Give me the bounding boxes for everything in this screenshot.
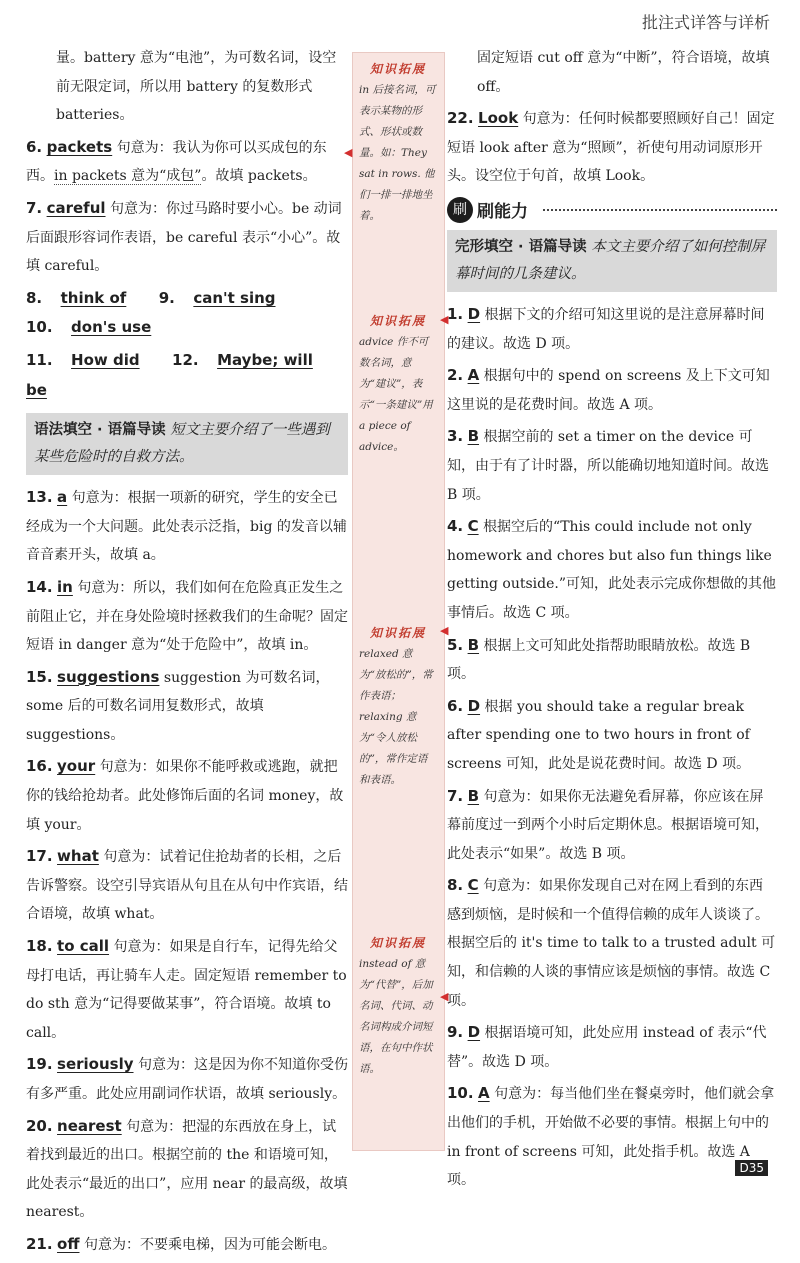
answer-item-17: 17. what 句意为：试着记住抢劫者的长相，之后告诉警察。设空引导宾语从句且在从句中作宾语，结合语境，故填 what。 xyxy=(26,847,348,923)
answer-item-6: 6. packets 句意为：我认为你可以买成包的东西。in packets 意为“成包”。故填 packets。 xyxy=(26,137,327,185)
section-header xyxy=(447,195,777,225)
answer-item-c10: 10. A 句意为：每当他们坐在餐桌旁时，他们就会拿出他们的手机，开始做不必要的事情。根据上句中的 in front of screens 可知，此处指手机。故选 A 项。 xyxy=(447,1084,775,1189)
answer-row-11-12: 11. How did 12. Maybe; will be xyxy=(26,350,313,399)
dotted-divider xyxy=(543,209,777,211)
right-column-top xyxy=(447,44,777,194)
answer-item-c2: 2. A 根据句中的 spend on screens 及上下文可知这里说的是花费时间。故选 A 项。 xyxy=(447,366,770,413)
page-header: 批注式详答与详析 xyxy=(641,13,770,32)
continued-paragraph: 固定短语 cut off 意为“中断”，符合语境，故填 off。 xyxy=(477,50,770,95)
answer-item-c7: 7. B 句意为：如果你无法避免看屏幕，你应该在屏幕前度过一到两个小时后定期休息。根据语境可知，此处表示“如果”。故选 B 项。 xyxy=(447,786,769,862)
arrow-right-icon: ◀ xyxy=(440,624,449,637)
page-number: D35 xyxy=(735,1160,768,1176)
answer-item-7: 7. careful 句意为：你过马路时要小心。be 动词后面跟形容词作表语，be careful 表示“小心”。故填 careful。 xyxy=(26,198,342,275)
notes-sidebar xyxy=(352,52,445,1151)
answer-item-18: 18. to call 句意为：如果是自行车，记得先给父母打电话，再让骑车人走。固定短语 remember to do sth 意为“记得要做某事”，符合语境。故填 to call。 xyxy=(26,937,347,1041)
answer-item-c6: 6. D 根据 you should take a regular break after spending one to two hours in front of screens 可知，此处是说花费时间。故选 D 项。 xyxy=(447,696,751,772)
left-column xyxy=(26,44,348,1263)
knowledge-note-3: 知识拓展 relaxed 意为“放松的”，常作表语；relaxing 意为“令人放松的”，常作定语和表语。 xyxy=(359,626,433,786)
knowledge-note-1: 知识拓展 in 后接名词，可表示某物的形式、形状或数量。如：They sat in rows. 他们一排一排地坐着。 xyxy=(359,62,436,222)
answer-item-14: 14. in 句意为：所以，我们如何在危险真正发生之前阻止它，并在身处险境时拯救我们的生命呢？固定短语 in danger 意为“处于危险中”，故填 in。 xyxy=(26,577,348,654)
answer-item-16: 16. your 句意为：如果你不能呼救或逃跑，就把你的钱给抢劫者。此处修饰后面的名词 money，故填 your。 xyxy=(26,757,344,833)
answer-row-8-10: 8. think of 9. can't sing 10. don's use xyxy=(26,288,276,337)
answer-item-c4: 4. C 根据空后的“This could include not only homework and chores but also fun things like getting outside.”可知，此处表示完成你想做的其他事情后。故选 C 项。 xyxy=(447,517,776,621)
section-guide: 完形填空 · 语篇导读 本文主要介绍了如何控制屏幕时间的几条建议。 xyxy=(447,230,777,292)
answer-item-c1: 1. D 根据下文的介绍可知这里说的是注意屏幕时间的建议。故选 D 项。 xyxy=(447,305,765,352)
answer-item-20: 20. nearest 句意为：把湿的东西放在身上，试着找到最近的出口。根据空前的 the 和语境可知，此处表示“最近的出口”，应用 near 的最高级，故填 nearest。 xyxy=(26,1116,348,1221)
section-title: 刷能力 xyxy=(477,202,528,222)
answer-word: packets xyxy=(46,137,113,156)
answer-item-c5: 5. B 根据上文可知此处指帮助眼睛放松。故选 B 项。 xyxy=(447,635,751,683)
knowledge-note-2: 知识拓展 advice 作不可数名词，意为“建议”，表示“一条建议”用 a piece of advice。 xyxy=(359,314,433,453)
right-column-bottom xyxy=(447,230,777,1198)
answer-item-15: 15. suggestions suggestion 为可数名词，some 后的可数名词用复数形式，故填 suggestions。 xyxy=(26,667,330,743)
answer-item-21: 21. off 句意为：不要乘电梯，因为可能会断电。 xyxy=(26,1234,336,1253)
continued-paragraph: 量。battery 意为“电池”，为可数名词，设空前无限定词，所以用 battery 的复数形式 batteries。 xyxy=(56,50,337,124)
section-guide: 语法填空 · 语篇导读 短文主要介绍了一些遇到某些危险时的自救方法。 xyxy=(26,413,348,475)
answer-item-13: 13. a 句意为：根据一项新的研究，学生的安全已经成为一个大问题。此处表示泛指，big 的发音以辅音音素开头，故填 a。 xyxy=(26,488,347,564)
arrow-right-icon: ◀ xyxy=(440,313,449,326)
arrow-left-icon: ◀ xyxy=(344,146,353,159)
knowledge-note-4: 知识拓展 instead of 意为“代替”，后加名词、代词、动名词构成介词短语，在句中作状语。 xyxy=(359,936,433,1075)
answer-item-22: 22. Look 句意为：任何时候都要照顾好自己！固定短语 look after 意为“照顾”，祈使句用动词原形开头。设空位于句首，故填 Look。 xyxy=(447,109,775,185)
brush-badge-icon: 刷 xyxy=(447,197,473,223)
arrow-right-icon: ◀ xyxy=(440,990,449,1003)
answer-item-19: 19. seriously 句意为：这是因为你不知道你受伤有多严重。此处应用副词作状语，故填 seriously。 xyxy=(26,1055,348,1102)
answer-item-c3: 3. B 根据空前的 set a timer on the device 可知，由于有了计时器，所以能确切地知道时间。故选 B 项。 xyxy=(447,427,769,503)
answer-item-c9: 9. D 根据语境可知，此处应用 instead of 表示“代替”。故选 D 项。 xyxy=(447,1023,767,1070)
highlighted-phrase: in packets 意为“成包” xyxy=(54,168,202,185)
answer-item-c8: 8. C 句意为：如果你发现自己对在网上看到的东西感到烦恼，是时候和一个值得信赖的成年人谈谈了。根据空后的 it's time to talk to a trusted adult 可知，和信赖的人谈的事情应该是烦恼的事情。故选 C 项。 xyxy=(447,876,776,1009)
